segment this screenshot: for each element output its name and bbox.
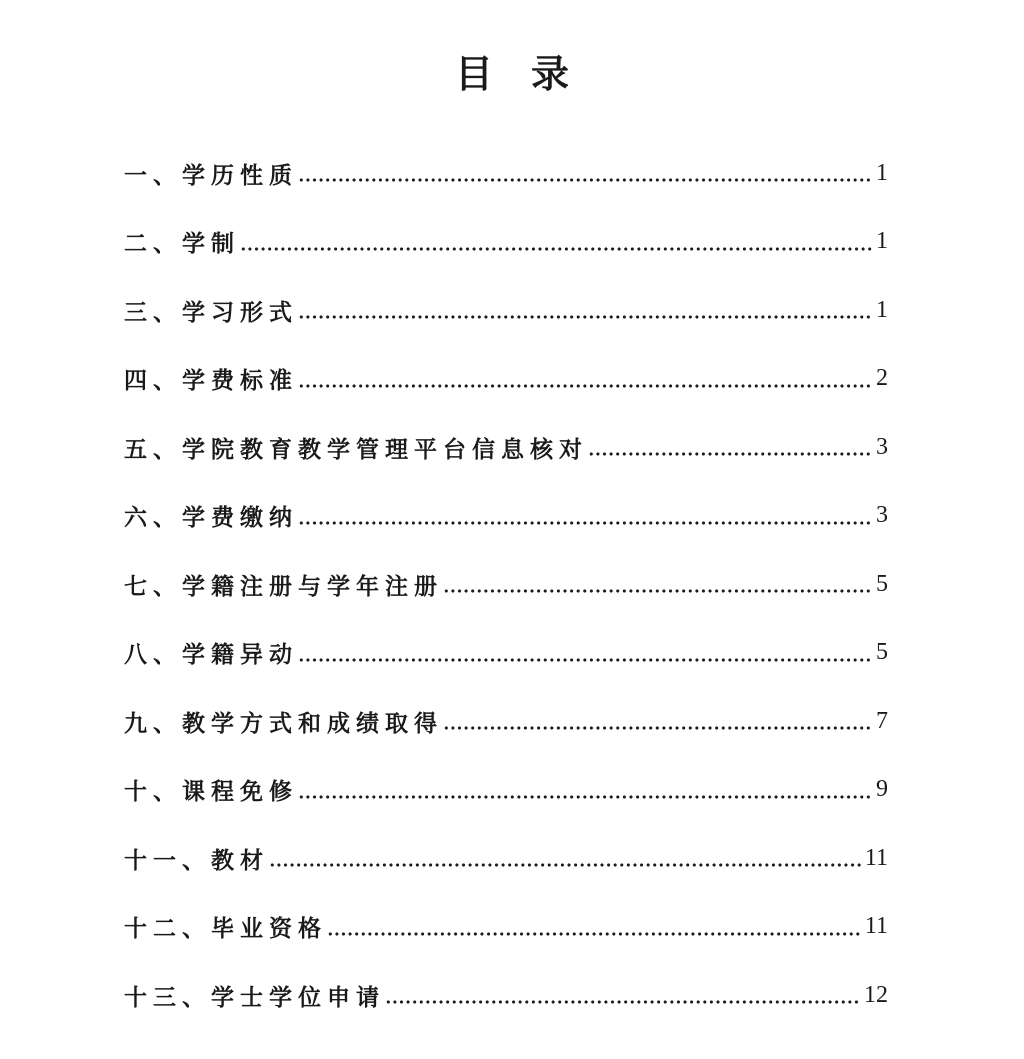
toc-entry-page: 1: [876, 296, 888, 323]
toc-entry[interactable]: [124, 893, 888, 962]
toc-entry-page: 1: [876, 228, 888, 255]
toc-entry[interactable]: [124, 413, 888, 482]
toc-entry-page: 5: [876, 570, 888, 597]
toc-entry-page: 5: [876, 639, 888, 666]
toc-entry-label: 十一、教材: [124, 847, 269, 874]
toc-leader-dots: [298, 384, 872, 388]
toc-entry[interactable]: [124, 139, 888, 208]
toc-leader-dots: [298, 521, 872, 525]
toc-leader-dots: [269, 863, 861, 867]
table-of-contents: [124, 139, 888, 1030]
toc-entry-label: 二、学制: [124, 231, 240, 258]
toc-entry-page: 7: [876, 707, 888, 734]
toc-leader-dots: [385, 1000, 860, 1004]
toc-entry[interactable]: [124, 482, 888, 551]
toc-entry-label: 四、学费标准: [124, 368, 298, 395]
toc-entry-label: 十二、毕业资格: [124, 916, 327, 943]
toc-entry-label: 五、学院教育教学管理平台信息核对: [124, 436, 588, 463]
toc-entry-page: 12: [864, 981, 888, 1008]
page-title: 目 录: [454, 52, 569, 96]
toc-entry-label: 八、学籍异动: [124, 642, 298, 669]
toc-entry-label: 三、学习形式: [124, 299, 298, 326]
toc-leader-dots: [327, 932, 861, 936]
toc-entry[interactable]: [124, 687, 888, 756]
toc-entry-page: 3: [876, 433, 888, 460]
toc-leader-dots: [298, 658, 872, 662]
toc-entry[interactable]: [124, 619, 888, 688]
toc-entry[interactable]: [124, 961, 888, 1030]
toc-entry-page: 11: [864, 844, 888, 871]
toc-entry-page: 3: [876, 502, 888, 529]
toc-entry-label: 十三、学士学位申请: [124, 984, 385, 1011]
toc-entry[interactable]: [124, 550, 888, 619]
toc-entry-label: 十、课程免修: [124, 779, 298, 806]
toc-entry-label: 一、学历性质: [124, 162, 298, 189]
toc-entry-label: 六、学费缴纳: [124, 505, 298, 532]
toc-entry-label: 七、学籍注册与学年注册: [124, 573, 443, 600]
toc-entry-page: 11: [864, 913, 888, 940]
toc-entry[interactable]: [124, 208, 888, 277]
toc-leader-dots: [443, 726, 872, 730]
toc-leader-dots: [298, 795, 872, 799]
toc-leader-dots: [298, 315, 872, 319]
toc-entry-page: 9: [876, 776, 888, 803]
toc-entry[interactable]: [124, 824, 888, 893]
toc-entry-page: 1: [876, 159, 888, 186]
toc-entry-page: 2: [876, 365, 888, 392]
toc-leader-dots: [240, 247, 872, 251]
toc-entry[interactable]: [124, 276, 888, 345]
toc-leader-dots: [298, 178, 872, 182]
toc-leader-dots: [588, 452, 872, 456]
toc-entry-label: 九、教学方式和成绩取得: [124, 710, 443, 737]
toc-entry[interactable]: [124, 756, 888, 825]
toc-entry[interactable]: [124, 345, 888, 414]
toc-leader-dots: [443, 589, 872, 593]
